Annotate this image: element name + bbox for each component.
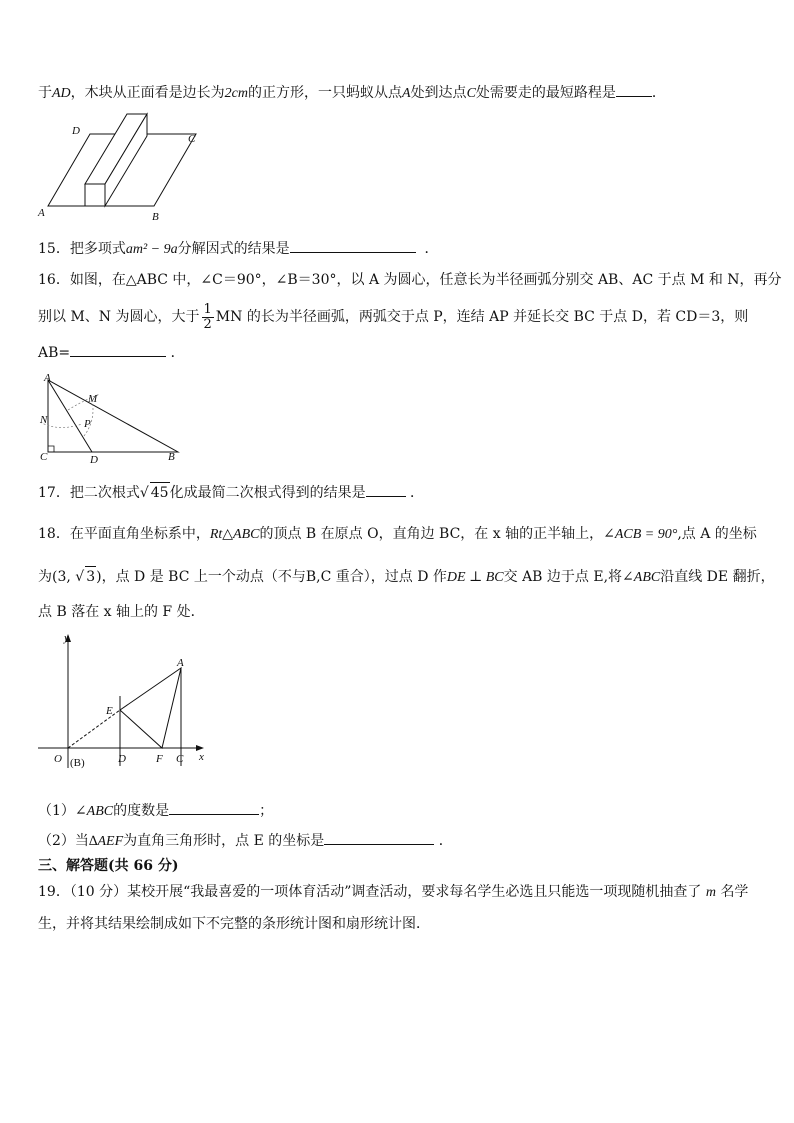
q16-end: ． [170,345,185,361]
q17-pre: 17．把二次根式 [38,485,140,501]
q16-right-angle-mark [48,446,54,452]
q16-frac-num: 1 [203,301,212,317]
q18-line2-pre: 为 [38,569,52,585]
q16-triangle [48,380,178,452]
q18-label-o: O [54,753,62,765]
q14-label-a: A [38,207,45,219]
q14-figure [36,112,206,224]
q18-coord-close: ) [96,569,102,585]
q16-line-ad [48,380,92,452]
q18-sub2-end: ． [438,833,453,849]
q18-sub1-pre: （1） [38,803,75,819]
q18-sub1-angle: ∠ABC [74,804,114,819]
q14-label-c: C [188,133,196,145]
q18-coord-open: (3, [52,569,76,585]
q16-label-c: C [40,451,48,463]
q16-answer-blank [70,342,166,357]
q16-ab: AB= [38,345,71,361]
q19-line1-pre: 19．（10 分）某校开展“我最喜爱的一项体育活动”调查活动，要求每名学生必选且只能选一项现随机抽查了 [38,884,702,900]
q14-mid3: 处到达点 [410,85,467,101]
q15-pre: 15．把多项式 [38,241,126,257]
q14-label-b: B [152,211,159,223]
q18-rt: Rt△ABC [209,527,260,542]
q18-sub2-answer-blank [324,830,434,845]
q18-sub2 [38,830,453,852]
q18-label-b: (B) [70,757,85,769]
q16-line2 [38,302,748,332]
q18-line2 [38,566,775,588]
q19-line2: 生，并将其结果绘制成如下不完整的条形统计图和扇形统计图． [38,916,430,932]
q18-label-f: F [156,753,163,765]
q14-label-d: D [72,125,80,137]
q18-label-c: C [176,753,184,765]
q18-line1 [38,524,757,545]
q16-label-a: A [44,372,51,384]
q18-line2-mid: ，点 D 是 BC 上一个动点（不与B,C 重合），过点 D 作 [101,569,447,585]
section-heading: 三、解答题(共 66 分) [38,858,179,874]
q16-figure [36,370,186,470]
q18-sub2-pre: （2）当 [38,833,89,849]
q16-frac-den: 2 [203,316,212,332]
q16-label-n: N [40,414,48,426]
q19-line1-post: 名学 [720,884,749,900]
q16-line1: 16．如图，在△ABC 中，∠C＝90°，∠B＝30°，以 A 为圆心，任意长为半径画弧分别交 AB、AC 于点 M 和 N，再分 [38,272,782,288]
q18-coord-sqrt: √ 3 [75,569,96,585]
q17-answer-blank [366,482,406,497]
q14-c: C [466,86,476,101]
q18-line1-post: ,点 A 的坐标 [677,526,757,542]
q17-radicand: 45 [150,482,170,503]
q15-answer-blank [290,238,416,253]
q15-end: ． [424,241,439,257]
q14-pre: 于 [38,85,52,101]
q16-fraction [202,303,214,332]
q14-cm: 2cm [224,86,248,101]
q18-sub1-end: ； [259,803,274,819]
q18-angle: ∠ACB = 90° [603,527,678,542]
q17-end: ． [410,485,425,501]
q19-m: m [705,885,716,900]
q16-label-d: D [90,454,98,466]
q18-sub2-tri: ∆AEF [88,834,124,849]
q18-label-a: A [177,657,184,669]
q18-line1-mid: 的顶点 B 在原点 O，直角边 BC，在 x 轴的正半轴上， [259,526,604,542]
q18-label-y: y [64,632,69,644]
q14-a: A [402,86,411,101]
q16-line2-post: MN 的长为半径画弧，两弧交于点 P，连结 AP 并延长交 BC 于点 D，若 CD＝3，则 [215,309,749,325]
q16-line2-pre: 别以 M、N 为圆心，大于 [38,309,200,325]
q18-line3: 点 B 落在 x 轴上的 F 处． [38,604,205,620]
q18-sub1-post: 的度数是 [113,803,170,819]
q18-line2-mid2: 交 AB 边于点 E,将 [503,569,623,585]
q15-expr: am² − 9a [125,242,178,257]
q14-block-front [85,184,105,206]
q14-post: 处需要走的最短路程是 [475,85,616,101]
q18-label-x: x [199,751,204,763]
q18-triangle-aef [120,668,181,748]
q14-answer-blank [616,82,652,97]
q15-text [38,238,439,260]
q18-sub1-answer-blank [169,800,259,815]
q16-label-b: B [168,451,175,463]
q18-line2-post: 沿直线 DE 翻折， [660,569,775,585]
q15-post: 分解因式的结果是 [177,241,290,257]
q18-figure [36,630,211,775]
q18-abc: ∠ABC [622,570,661,585]
q17-sqrt: √ 45 [140,485,170,501]
q18-line1-pre: 18．在平面直角坐标系中， [38,526,210,542]
q14-ad: AD [52,86,71,101]
q16-label-p: P [84,418,91,430]
q18-sub1 [38,800,273,822]
q18-label-d: D [118,753,126,765]
q16-label-m: M [88,393,98,405]
q14-mid2: 的正方形，一只蚂蚁从点 [248,85,402,101]
q17-post: 化成最简二次根式得到的结果是 [169,485,366,501]
q16-line3 [38,342,185,363]
q19-line1 [38,882,748,903]
q18-sub2-post: 为直角三角形时，点 E 的坐标是 [123,833,325,849]
q14-end: ． [651,85,666,101]
q17-text [38,482,424,503]
q18-label-e: E [106,705,113,717]
q14-mid: ，木块从正面看是边长为 [70,85,225,101]
q14-text [38,82,666,104]
q18-perp: DE ⊥ BC [446,570,504,585]
q18-coord-radicand: 3 [85,566,96,587]
